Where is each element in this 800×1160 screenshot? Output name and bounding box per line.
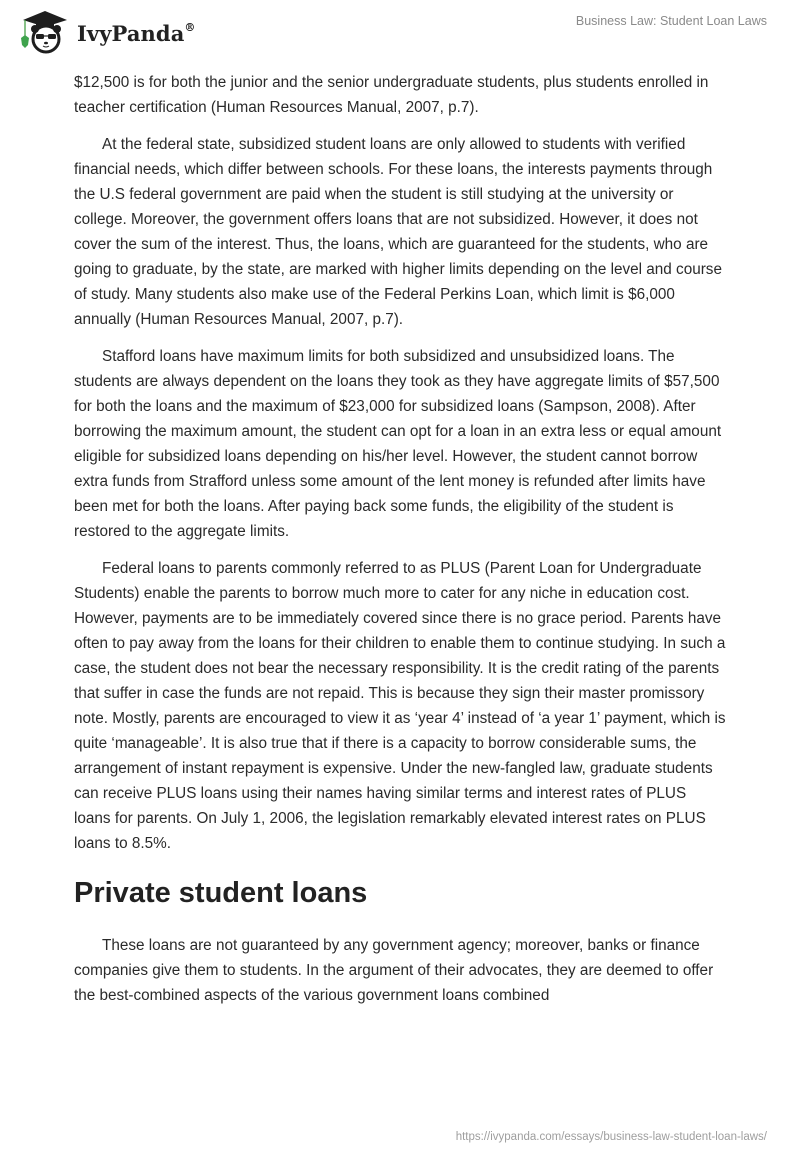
paragraph: These loans are not guaranteed by any government agency; moreover, banks or finance companies give them to students. In the argument of their advocates, they are deemed to offer the best-combined aspects of the various government loans combined (74, 937, 714, 1004)
paragraph: Stafford loans have maximum limits for both subsidized and unsubsidized loans. The students are always dependent on the loans they took as they have aggregate limits of $57,500 for both the loans and the maximum of $23,000 for subsidized loans (Sampson, 2008). After borrowing the maximum amount, the student can opt for a loan in an extra less or equal amount eligible for subsidized loans depending on his/her level. However, the student cannot borrow extra funds from Strafford unless some amount of the lent money is refunded after limits have been met for both the loans. After paying back some funds, the eligibility of the student is restored to the aggregate limits. (74, 348, 722, 540)
registered-mark: ® (184, 20, 196, 34)
ivypanda-logo[interactable] (17, 7, 196, 55)
paragraph: Federal loans to parents commonly referred to as PLUS (Parent Loan for Undergraduate Students) enable the parents to borrow much more to cater for any niche in education cost. However, payments are to be immediately covered since there is no grace period. Parents have often to pay away from the loans for their children to enable them to continue studying. In such a case, the student does not bear the necessary responsibility. It is the credit rating of the parents that suffer in case the funds are not repaid. This is because they sign their master promissory note. Mostly, parents are encouraged to view it as ‘year 4’ instead of ‘a year 1’ payment, which is quite ‘manageable’. It is also true that if there is a capacity to borrow considerable sums, the arrangement of instant repayment is expensive. Under the new-fangled law, graduate students can receive PLUS loans using their names having similar terms and interest rates of PLUS loans for parents. On July 1, 2006, the legislation remarkably elevated interest rates on PLUS loans to 8.5%. (74, 560, 726, 852)
paragraph: At the federal state, subsidized student loans are only allowed to students with verified financial needs, which differ between schools. For these loans, the interests payments through the U.S federal government are paid when the student is still studying at the university or college. Moreover, the government offers loans that are not subsidized. However, it does not cover the sum of the interest. Thus, the loans, which are guaranteed for the students, who are going to graduate, by the state, are marked with higher limits depending on the level and course of study. Many students also make use of the Federal Perkins Loan, which limit is $6,000 annually (Human Resources Manual, 2007, p.7). (74, 136, 722, 328)
paragraph: $12,500 is for both the junior and the senior undergraduate students, plus students enrolled in teacher certification (Human Resources Manual, 2007, p.7). (74, 74, 709, 116)
source-url[interactable]: https://ivypanda.com/essays/business-law-student-loan-laws/ (455, 1131, 767, 1143)
document-title: Business Law: Student Loan Laws (575, 14, 767, 28)
page-header (0, 0, 800, 60)
logo-wordmark: IvyPanda (77, 20, 185, 46)
panda-graduate-icon (17, 7, 73, 55)
logo-text (77, 21, 196, 46)
section-heading: Private student loans (74, 877, 368, 909)
essay-content (74, 70, 726, 1020)
